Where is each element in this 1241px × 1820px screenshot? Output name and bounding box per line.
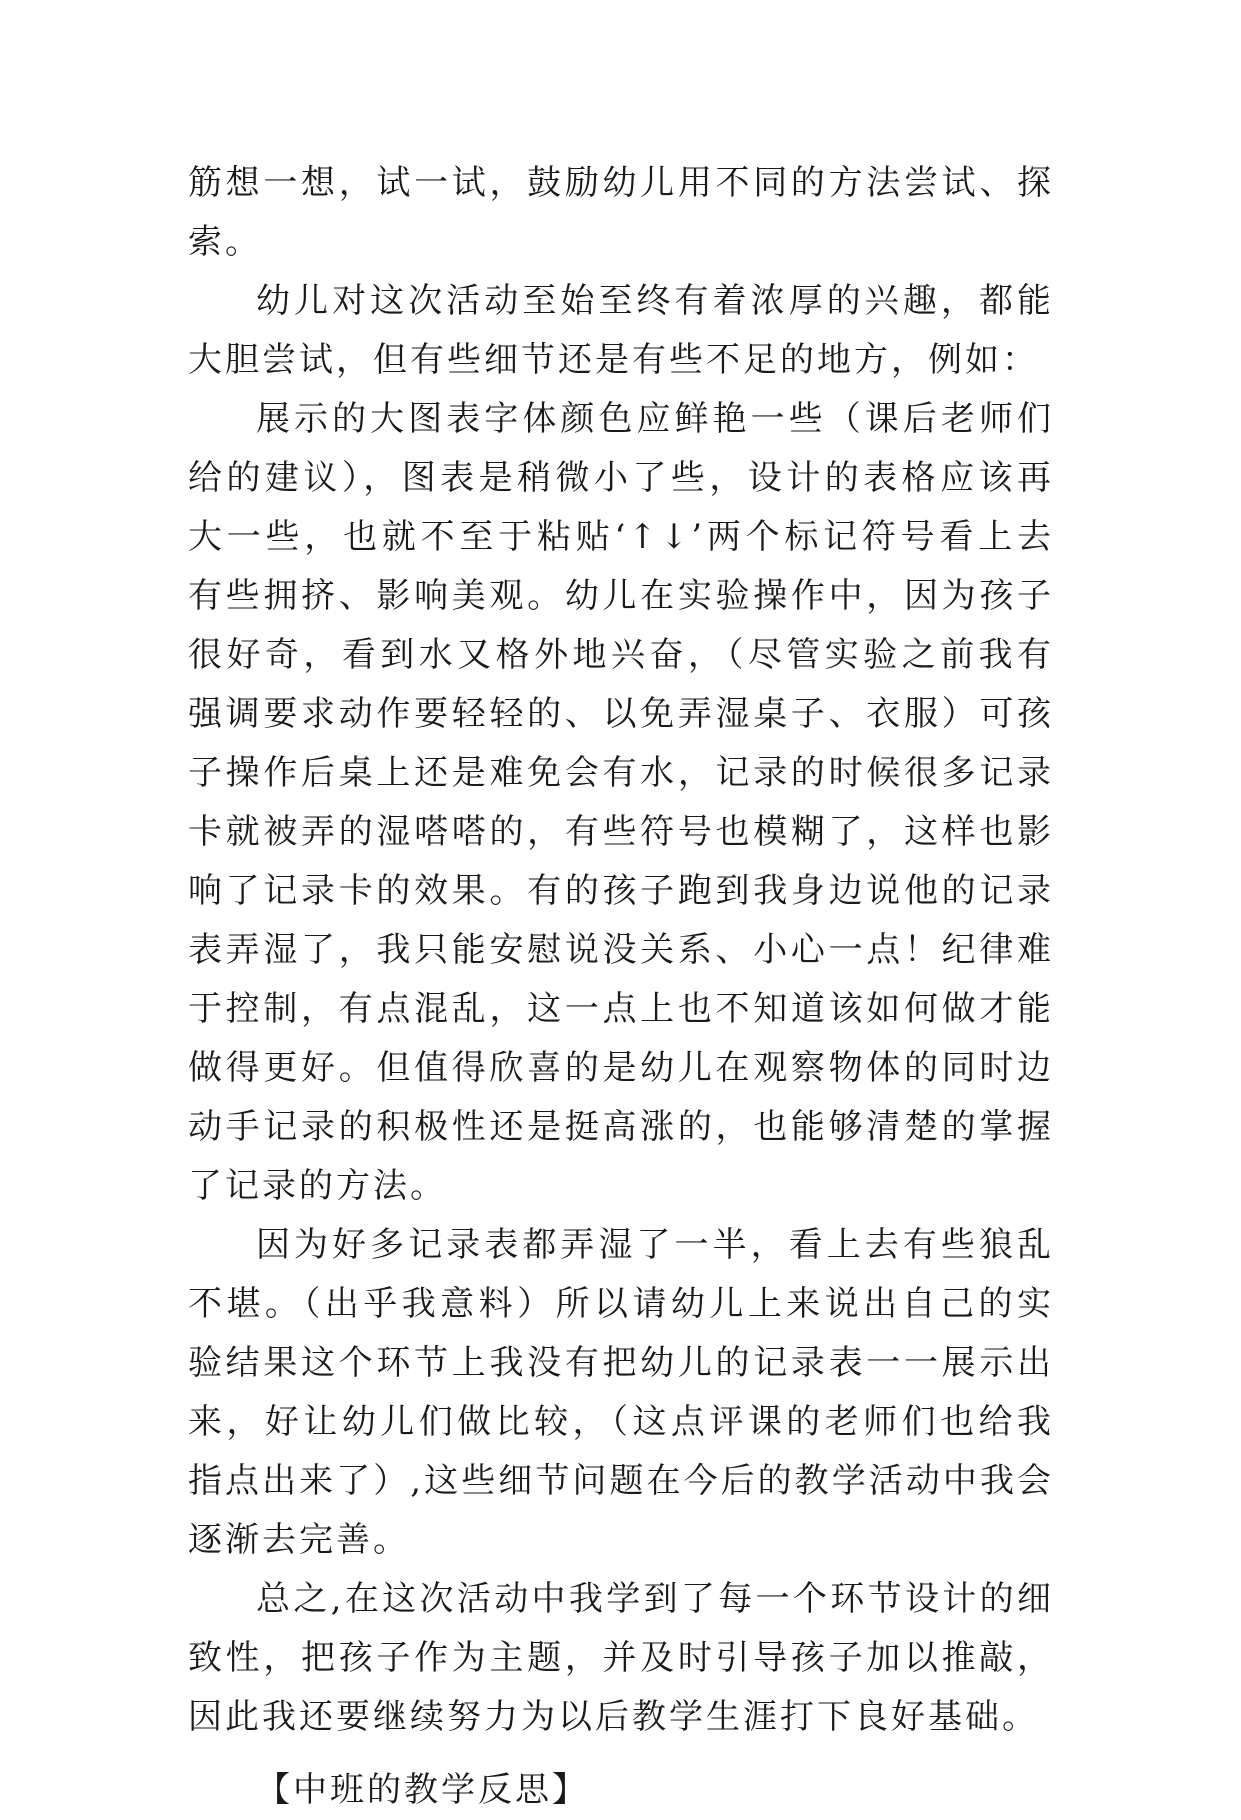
paragraph-summary: 总之,在这次活动中我学到了每一个环节设计的细致性，把孩子作为主题，并及时引导孩子加以推敲，因此我还要继续努力为以后教学生涯打下良好基础。	[188, 1579, 1054, 1737]
paragraph-shortcomings: 展示的大图表字体颜色应鲜艳一些（课后老师们给的建议），图表是稍微小了些，设计的表格应该再大一些，也就不至于粘贴‘↑↓’两个标记符号看上去有些拥挤、影响美观。幼儿在实验操作中，因为孩子很好奇，看到水又格外地兴奋，（尽管实验之前我有强调要求动作要轻轻的、以免弄湿桌子、衣服）可孩子操作后桌上还是难免会有水，记录的时候很多记录卡就被弄的湿嗒嗒的，有些符号也模糊了，这样也影响了记录卡的效果。有的孩子跑到我身边说他的记录表弄湿了，我只能安慰说没关系、小心一点！纪律难于控制，有点混乱，这一点上也不知道该如何做才能做得更好。但值得欣喜的是幼儿在观察物体的同时边动手记录的积极性还是挺高涨的，也能够清楚的掌握了记录的方法。	[188, 399, 1054, 1206]
paragraph-continuation: 筋想一想，试一试，鼓励幼儿用不同的方法尝试、探索。	[188, 163, 1054, 262]
body-text	[188, 154, 1054, 1820]
section-heading: 【中班的教学反思】	[256, 1770, 589, 1810]
paragraph-records-wet: 因为好多记录表都弄湿了一半，看上去有些狼乱不堪。（出乎我意料）所以请幼儿上来说出自己的实验结果这个环节上我没有把幼儿的记录表一一展示出来，好让幼儿们做比较，（这点评课的老师们也给我指点出来了）,这些细节问题在今后的教学活动中我会逐渐去完善。	[188, 1225, 1054, 1560]
paragraph-interest: 幼儿对这次活动至始至终有着浓厚的兴趣，都能大胆尝试，但有些细节还是有些不足的地方，例如：	[188, 281, 1054, 380]
